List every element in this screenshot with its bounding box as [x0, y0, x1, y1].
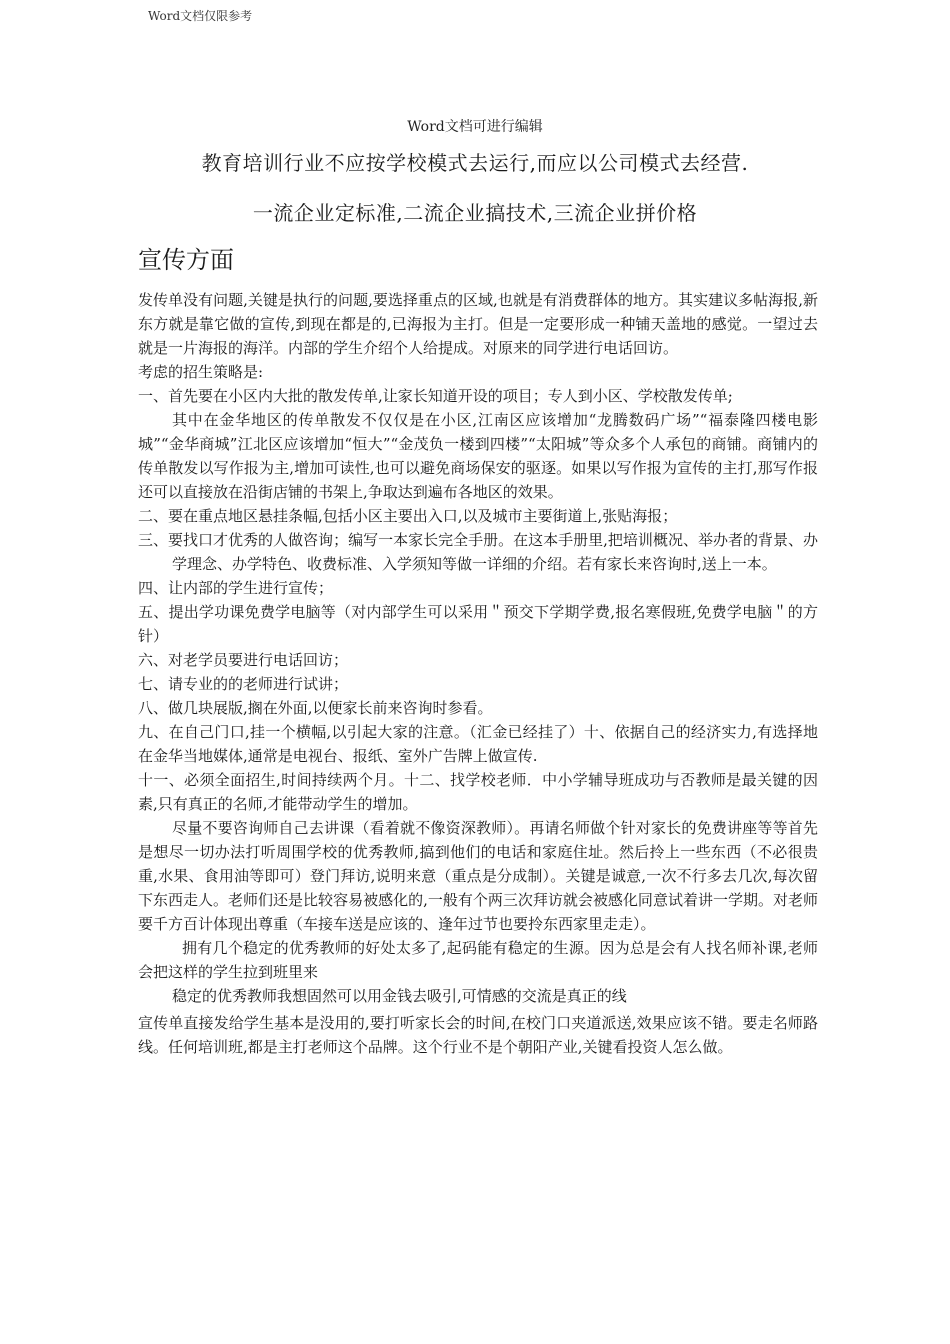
section-heading: 宣传方面	[138, 246, 234, 274]
list-item-7: 七、请专业的的老师进行试讲；	[138, 675, 349, 693]
list-item-6: 六、对老学员要进行电话回访；	[138, 651, 349, 669]
editable-note: Word文档可进行编辑	[407, 119, 543, 135]
list-item-4: 四、让内部的学生进行宣传；	[138, 579, 334, 597]
list-item-1: 一、首先要在小区内大批的散发传单,让家长知道开设的项目；专人到小区、学校散发传单;	[138, 387, 733, 405]
list-item-8: 八、做几块展版,搁在外面,以便家长前来咨询时参看。	[138, 699, 493, 717]
list-item-3: 三、要找口才优秀的人做咨询；编写一本家长完全手册。在这本手册里,把培训概况、举办者的背景、办学理念、办学特色、收费标准、入学须知等做一详细的介绍。若有家长来咨询时,送上一本。	[138, 531, 818, 573]
document-subtitle: 一流企业定标准,二流企业搞技术,三流企业拼价格	[252, 201, 698, 225]
paragraph-flyer-locations: 其中在金华地区的传单散发不仅仅是在小区,江南区应该增加“龙腾数码广场”“福泰隆四楼电影城”“金华商城”江北区应该增加“恒大”“金茂负一楼到四楼”“太阳城”等众多个人承包的商铺。商铺内的传单散发以写作报为主,增加可读性,也可以避免商场保安的驱逐。如果以写作报为宣传的主打,那写作报还可以直接放在沿街店铺的书架上,争取达到遍布各地区的效果。	[138, 411, 818, 501]
document-title: 教育培训行业不应按学校模式去运行,而应以公司模式去经营.	[201, 151, 749, 175]
paragraph-stable-teachers: 拥有几个稳定的优秀教师的好处太多了,起码能有稳定的生源。因为总是会有人找名师补课,老师会把这样的学生拉到班里来	[138, 939, 818, 981]
list-item-2: 二、要在重点地区悬挂条幅,包括小区主要出入口,以及城市主要街道上,张贴海报；	[138, 507, 678, 525]
paragraph-teacher-visits: 尽量不要咨询师自己去讲课（看着就不像资深教师）。再请名师做个针对家长的免费讲座等等首先是想尽一切办法打听周围学校的优秀教师,搞到他们的电话和家庭住址。然后拎上一些东西（不必很贵重,水果、食用油等即可）登门拜访,说明来意（重点是分成制）。关键是诚意,一次不行多去几次,每次留下东西走人。老师们还是比较容易被感化的,一般有个两三次拜访就会被感化同意试着讲一学期。对老师要千方百计体现出尊重（车接车送是应该的、逢年过节也要拎东西家里走走）。	[138, 819, 818, 933]
paragraph-conclusion: 宣传单直接发给学生基本是没用的,要打听家长会的时间,在校门口夹道派送,效果应该不错。要走名师路线。任何培训班,都是主打老师这个品牌。这个行业不是个朝阳产业,关键看投资人怎么做。	[138, 1014, 818, 1056]
document-body	[138, 288, 818, 1059]
list-item-5: 五、提出学功课免费学电脑等（对内部学生可以采用＂预交下学期学费,报名寒假班,免费学电脑＂的方针）	[138, 603, 818, 645]
paragraph-emotional-bond: 稳定的优秀教师我想固然可以用金钱去吸引,可情感的交流是真正的线	[172, 987, 627, 1005]
list-item-9-10: 九、在自己门口,挂一个横幅,以引起大家的注意。（汇金已经挂了）十、依据自己的经济实力,有选择地在金华当地媒体,通常是电视台、报纸、室外广告牌上做宣传.	[138, 723, 818, 765]
watermark-text: Word文档仅限参考	[148, 9, 253, 23]
paragraph-intro: 发传单没有问题,关键是执行的问题,要选择重点的区域,也就是有消费群体的地方。其实建议多帖海报,新东方就是靠它做的宣传,到现在都是的,已海报为主打。但是一定要形成一种铺天盖地的感觉。一望过去就是一片海报的海洋。内部的学生介绍个人给提成。对原来的同学进行电话回访。	[138, 291, 818, 357]
list-item-11-12: 十一、必须全面招生,时间持续两个月。十二、找学校老师．中小学辅导班成功与否教师是最关键的因素,只有真正的名师,才能带动学生的增加。	[138, 771, 818, 813]
paragraph-strategy-label: 考虑的招生策略是:	[138, 363, 264, 381]
